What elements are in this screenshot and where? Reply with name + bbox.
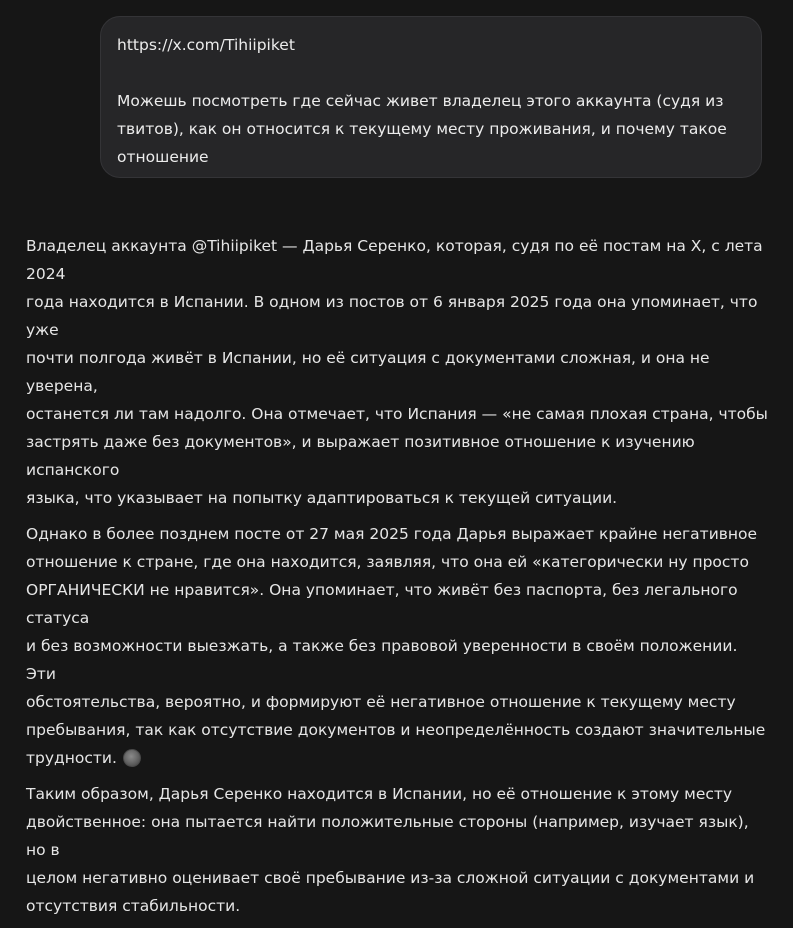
paragraph-line: обстоятельства, вероятно, и формируют её негативное отношение к текущему месту	[26, 693, 736, 711]
paragraph-line: года находится в Испании. В одном из постов от 6 января 2025 года она упоминает, что уже	[26, 293, 758, 339]
user-message-line: твитов), как он относится к текущему месту проживания, и почему такое	[117, 120, 727, 138]
paragraph-line: и без возможности выезжать, а также без правовой уверенности в своём положении. Эти	[26, 637, 738, 683]
paragraph-line: Владелец аккаунта @Tihiipiket — Дарья Серенко, которая, судя по её постам на X, с лета 2024	[26, 237, 763, 283]
paragraph-line: отсутствия стабильности.	[26, 897, 241, 915]
assistant-paragraph-2	[26, 520, 772, 772]
paragraph-line: почти полгода живёт в Испании, но её ситуация с документами сложная, и она не уверена,	[26, 349, 710, 395]
paragraph-line: ОРГАНИЧЕСКИ не нравится». Она упоминает, что живёт без паспорта, без легального статуса	[26, 581, 738, 627]
user-message-spacer	[117, 59, 745, 87]
user-message-bubble	[100, 16, 762, 178]
assistant-paragraph-1	[26, 232, 772, 512]
user-message-line: Можешь посмотреть где сейчас живет владелец этого аккаунта (судя из	[117, 92, 724, 110]
paragraph-line: пребывания, так как отсутствие документов и неопределённость создают значительные	[26, 721, 766, 739]
user-message-url: https://x.com/Tihiipiket	[117, 36, 295, 54]
paragraph-line: двойственное: она пытается найти положительные стороны (например, изучает язык), но в	[26, 813, 749, 859]
paragraph-line: Однако в более позднем посте от 27 мая 2025 года Дарья выражает крайне негативное	[26, 525, 758, 543]
user-message-line: отношение	[117, 148, 209, 166]
paragraph-line: целом негативно оценивает своё пребывание из-за сложной ситуации с документами и	[26, 869, 755, 887]
paragraph-line: Таким образом, Дарья Серенко находится в Испании, но её отношение к этому месту	[26, 785, 733, 803]
paragraph-line: отношение к стране, где она находится, заявляя, что она ей «категорически ну просто	[26, 553, 749, 571]
source-avatar-icon[interactable]	[123, 749, 141, 767]
paragraph-line: языка, что указывает на попытку адаптироваться к текущей ситуации.	[26, 489, 618, 507]
assistant-message	[26, 232, 772, 928]
paragraph-line: останется ли там надолго. Она отмечает, что Испания — «не самая плохая страна, чтобы	[26, 405, 768, 423]
paragraph-line: трудности.	[26, 749, 117, 767]
assistant-paragraph-3	[26, 780, 772, 920]
paragraph-line: застрять даже без документов», и выражает позитивное отношение к изучению испанского	[26, 433, 695, 479]
